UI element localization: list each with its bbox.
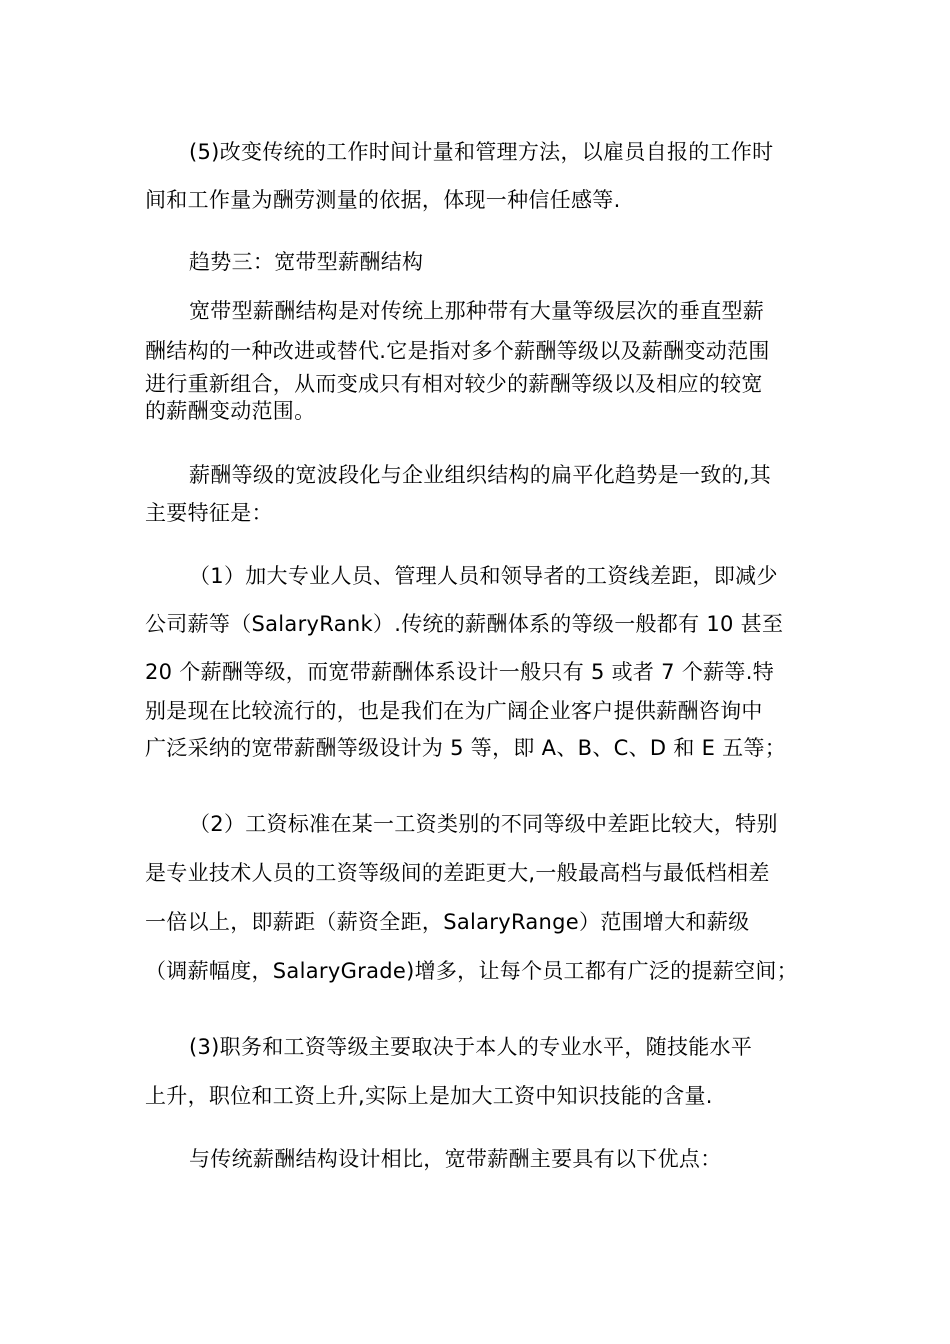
paragraph-line: 上升，职位和工资上升,实际上是加大工资中知识技能的含量.	[145, 1084, 713, 1108]
paragraph-line: 酬结构的一种改进或替代.它是指对多个薪酬等级以及薪酬变动范围	[145, 339, 770, 363]
paragraph-line: 间和工作量为酬劳测量的依据，体现一种信任感等.	[145, 188, 621, 212]
paragraph-line: 广泛采纳的宽带薪酬等级设计为 5 等，即 A、B、C、D 和 E 五等；	[145, 736, 787, 760]
paragraph-line: 公司薪等（SalaryRank）.传统的薪酬体系的等级一般都有 10 甚至	[145, 612, 784, 636]
paragraph-line: 主要特征是：	[145, 501, 273, 525]
paragraph-line: 是专业技术人员的工资等级间的差距更大,一般最高档与最低档相差	[145, 861, 770, 885]
paragraph-line: 薪酬等级的宽波段化与企业组织结构的扁平化趋势是一致的,其	[189, 463, 772, 487]
paragraph-line: 20 个薪酬等级，而宽带薪酬体系设计一般只有 5 或者 7 个薪等.特	[145, 660, 774, 684]
paragraph-line: 进行重新组合，从而变成只有相对较少的薪酬等级以及相应的较宽	[145, 372, 763, 396]
paragraph-line: 别是现在比较流行的，也是我们在为广阔企业客户提供薪酬咨询中	[145, 699, 763, 723]
paragraph-line: (3)职务和工资等级主要取决于本人的专业水平，随技能水平	[189, 1035, 753, 1059]
paragraph-line: 一倍以上，即薪距（薪资全距，SalaryRange）范围增大和薪级	[145, 910, 750, 934]
section-heading: 趋势三：宽带型薪酬结构	[189, 250, 424, 274]
paragraph-line: （2）工资标准在某一工资类别的不同等级中差距比较大，特别	[189, 812, 778, 836]
paragraph-line: (5)改变传统的工作时间计量和管理方法，以雇员自报的工作时	[189, 140, 774, 164]
paragraph-line: 的薪酬变动范围。	[145, 399, 316, 423]
paragraph-line: （1）加大专业人员、管理人员和领导者的工资线差距，即减少	[189, 564, 778, 588]
paragraph-line: 宽带型薪酬结构是对传统上那种带有大量等级层次的垂直型薪	[189, 299, 765, 323]
paragraph-line: 与传统薪酬结构设计相比，宽带薪酬主要具有以下优点：	[189, 1147, 722, 1171]
paragraph-line: （调薪幅度，SalaryGrade)增多，让每个员工都有广泛的提薪空间；	[145, 959, 798, 983]
